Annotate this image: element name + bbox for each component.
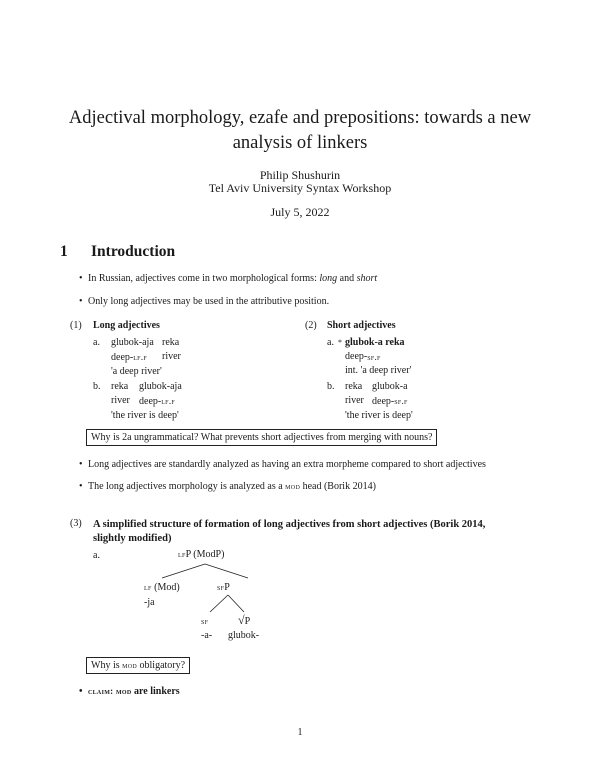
bullet-text: Long adjectives are standardly analyzed as having an extra morpheme compared to short adjectives (88, 459, 486, 470)
example-label: a. (93, 337, 100, 348)
gloss-small-caps: lf.f (133, 352, 148, 362)
tree-node-root-p (238, 613, 250, 628)
bullet-text: The long adjectives morphology is analyzed as a (88, 481, 286, 492)
bullet-text: In Russian, adjectives come in two morphological forms: (88, 273, 320, 284)
tree-branch (205, 564, 248, 578)
example-heading: Long adjectives (93, 320, 160, 331)
gloss-block (345, 380, 413, 423)
gloss-small-caps: lf.f (161, 396, 176, 406)
gloss-block (111, 380, 182, 423)
translation: 'the river is deep' (345, 410, 413, 421)
translation: 'a deep river' (111, 366, 162, 377)
bullet-text: head (Borik 2014) (300, 481, 376, 492)
small-caps-term: claim: (88, 686, 114, 696)
gloss-small-caps: sf.f (394, 396, 408, 406)
translation: 'the river is deep' (111, 410, 179, 421)
heading-line: A simplified structure of formation of long adjectives from short adjectives (Borik 2014, (93, 519, 486, 530)
example-label: a. (93, 550, 100, 561)
gloss-word: glubok-a reka (345, 337, 405, 348)
emphasis: short (356, 273, 378, 284)
section-number: 1 (60, 243, 68, 260)
small-caps-term: mod (122, 660, 138, 670)
example-number: (1) (70, 320, 82, 331)
section-heading (60, 243, 175, 261)
node-label: P (224, 582, 230, 593)
boxed-question (86, 657, 190, 674)
tree-leaf-sf: -a- (201, 630, 213, 641)
node-label: P (244, 616, 251, 627)
section-title: Introduction (91, 243, 176, 260)
tree-node-mod (144, 582, 180, 593)
gloss-text: deep- (372, 396, 395, 407)
title-line-1: Adjectival morphology, ezafe and prepositions: towards a new (68, 108, 532, 128)
question-text: obligatory? (137, 660, 186, 671)
gloss-word: reka (345, 381, 363, 392)
bullet-item (88, 458, 548, 471)
small-caps-term: mod (285, 481, 301, 491)
tree-branch (210, 595, 228, 612)
node-label: P (ModP) (185, 549, 225, 560)
gloss-text: river (111, 395, 130, 406)
bullet-item (88, 272, 377, 285)
gloss-word: glubok-a (372, 381, 408, 392)
bullet-item (88, 295, 329, 308)
gloss-block (111, 336, 181, 379)
bullet-text: and (337, 273, 357, 284)
sqrt-symbol: √ (238, 613, 245, 627)
paper-title (60, 106, 540, 156)
gloss-text: deep- (139, 396, 162, 407)
node-label: (Mod) (151, 582, 180, 593)
example-number: (2) (305, 320, 317, 331)
gloss-small-caps: sf.f (367, 352, 381, 362)
heading-line: slightly modified) (93, 533, 172, 544)
bullet-item (88, 480, 376, 493)
boxed-question: Why is 2a ungrammatical? What prevents short adjectives from merging with nouns? (86, 429, 437, 446)
small-caps-term: sf (201, 616, 209, 626)
example-heading: Short adjectives (327, 320, 396, 331)
gloss-block (338, 336, 411, 378)
tree-node-sf (201, 616, 208, 627)
gloss-word: reka (111, 381, 129, 392)
tree-leaf-root: glubok- (228, 630, 260, 641)
page-number: 1 (297, 727, 303, 738)
tree-leaf-mod: -ja (144, 597, 155, 608)
gloss-text: deep- (111, 352, 134, 363)
gloss-word: glubok-aja (139, 381, 182, 392)
tree-node-root (178, 549, 224, 560)
tree-branch (162, 564, 205, 578)
emphasis: long (319, 273, 338, 284)
example-label: b. (327, 381, 335, 392)
small-caps-term: lf (144, 582, 152, 592)
gloss-word: glubok-aja (111, 337, 154, 348)
gloss-text: river (345, 395, 364, 406)
small-caps-term: lf (178, 549, 186, 559)
example-heading (93, 518, 543, 546)
example-label: b. (93, 381, 101, 392)
bullet-text: Only long adjectives may be used in the attributive position. (88, 296, 330, 307)
date: July 5, 2022 (270, 205, 330, 219)
title-line-2: analysis of linkers (232, 133, 368, 153)
claim-bullet (88, 685, 180, 698)
question-text: Why is (91, 660, 123, 671)
gloss-text: deep- (345, 351, 368, 362)
gloss-text: river (162, 351, 181, 362)
tree-branch (228, 595, 244, 612)
example-number: (3) (70, 518, 82, 529)
venue: Tel Aviv University Syntax Workshop (208, 181, 392, 195)
ungrammatical-star: * (338, 338, 342, 347)
author: Philip Shushurin (259, 168, 341, 182)
small-caps-term: sf (217, 582, 225, 592)
example-label: a. (327, 337, 334, 348)
small-caps-term: mod (115, 686, 132, 696)
gloss-word: reka (162, 337, 180, 348)
translation: int. 'a deep river' (345, 365, 412, 376)
tree-node-sfp (217, 582, 230, 593)
claim-text: are linkers (131, 686, 180, 697)
